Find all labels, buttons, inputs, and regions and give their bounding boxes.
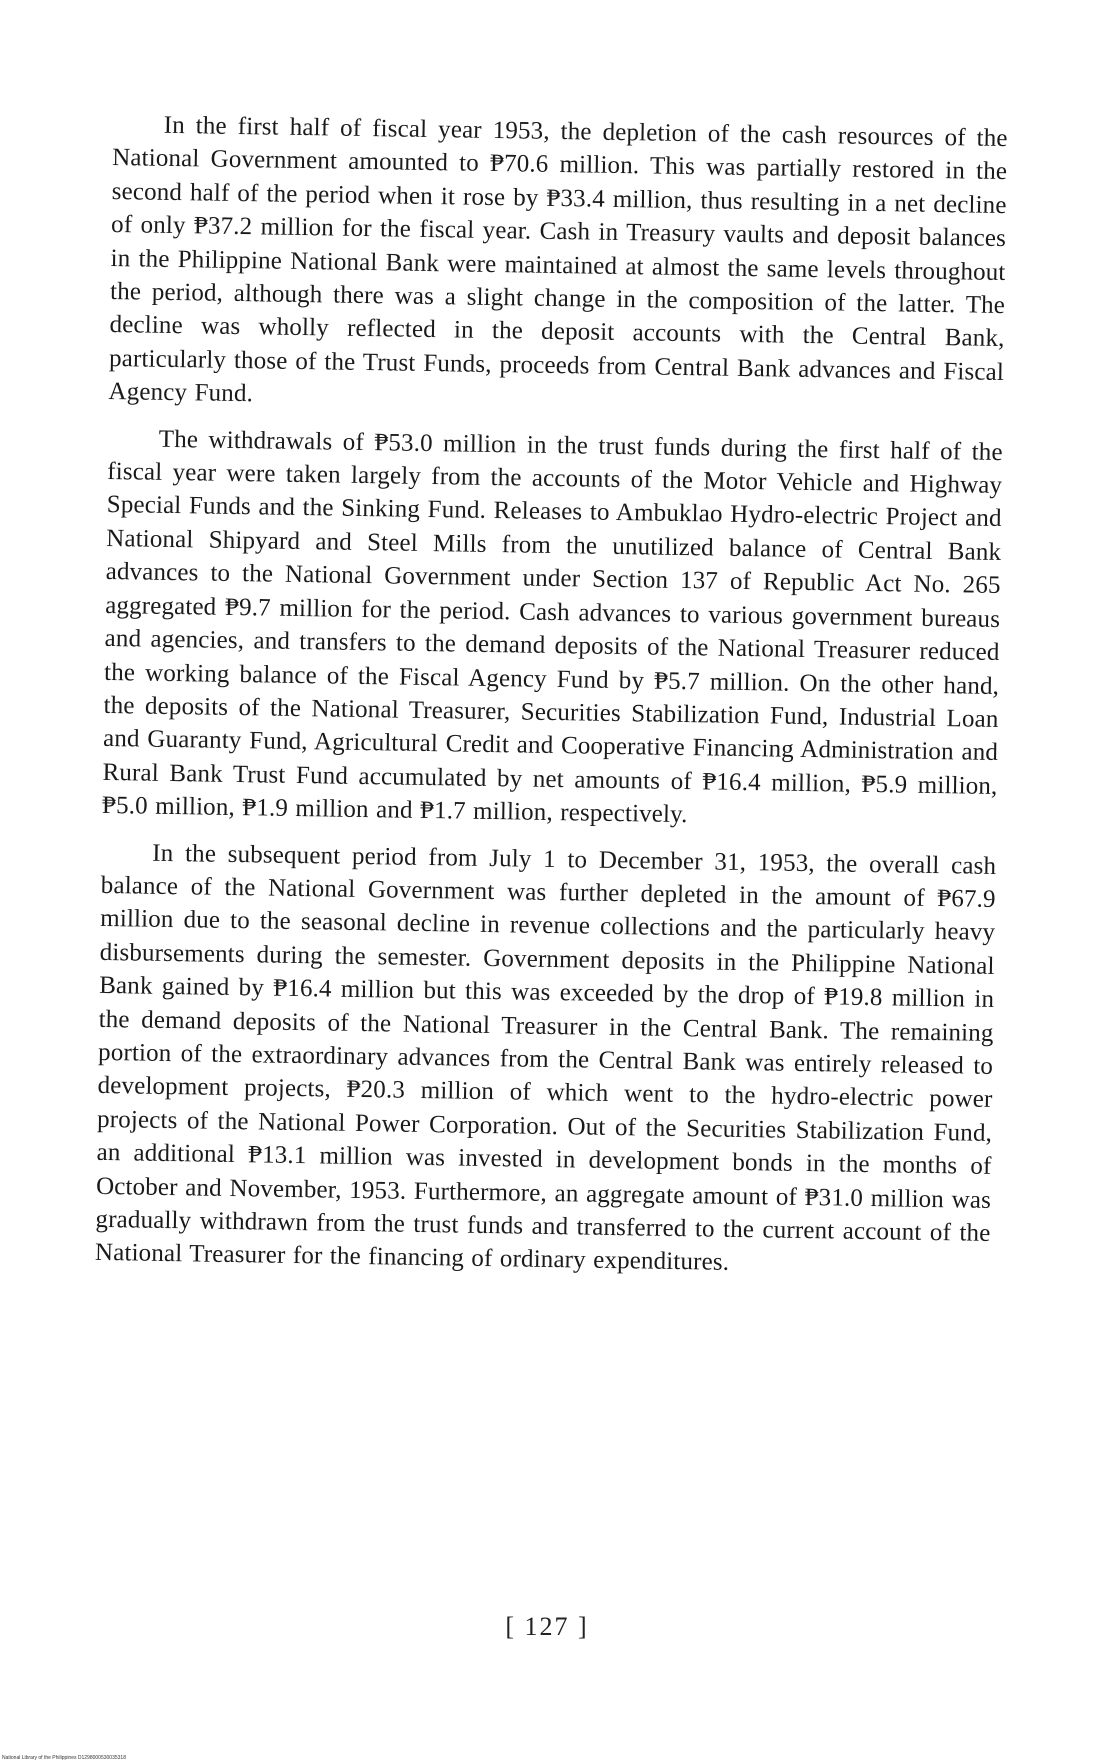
paragraph-2: The withdrawals of ₱53.0 million in the trust funds during the first half of the fiscal year were taken largely from the accounts of the Motor Vehicle and Highway Special Funds and the Sinking Fund. Releases to Ambuklao Hydro-electric Project and National Shipyard and Steel Mills from the unutilized balance of Central Bank advances to the National Government under Section 137 of Republic Act No. 265 aggregated ₱9.7 million for the period. Cash advances to various government bureaus and agencies, and transfers to the demand deposits of the National Treasurer reduced the working balance of the Fiscal Agency Fund by ₱5.7 million. On the other hand, the deposits of the National Treasurer, Securities Stabilization Fund, Industrial Loan and Guaranty Fund, Agricultural Credit and Cooperative Financing Administration and Rural Bank Trust Fund accumulated by net amounts of ₱16.4 million, ₱5.9 million, ₱5.0 million, ₱1.9 million and ₱1.7 million, respectively. [101,425,1003,829]
paragraph-1: In the first half of fiscal year 1953, the depletion of the cash resources of the National Government amounted to ₱70.6 million. This was partially restored in the second half of the period when it rose by ₱33.4 million, thus resulting in a net decline of only ₱37.2 million for the fiscal year. Cash in Treasury vaults and deposit balances in the Philippine National Bank were maintained at almost the same levels throughout the period, although there was a slight change in the composition of the latter. The decline was wholly reflected in the deposit accounts with the Central Bank, particularly those of the Trust Funds, proceeds from Central Bank advances and Fiscal Agency Fund. [108,111,1008,408]
footer-credit: National Library of the Philippines D1298000530035318 [2,1755,126,1761]
page-number: [ 127 ] [505,1612,589,1641]
body-text [95,108,1008,1297]
paragraph-3: In the subsequent period from July 1 to December 31, 1953, the overall cash balance of the National Government was further depleted in the amount of ₱67.9 million due to the seasonal decline in revenue collections and the particularly heavy disbursements during the semester. Government deposits in the Philippine National Bank gained by ₱16.4 million but this was exceeded by the drop of ₱19.8 million in the demand deposits of the National Treasurer in the Central Bank. The remaining portion of the extraordinary advances from the Central Bank was entirely released to development projects, ₱20.3 million of which went to the hydro-electric power projects of the National Power Corporation. Out of the Securities Stabilization Fund, an additional ₱13.1 million was invested in development bonds in the months of October and November, 1953. Furthermore, an aggregate amount of ₱31.0 million was gradually withdrawn from the trust funds and transferred to the current account of the National Treasurer for the financing of ordinary expenditures. [94,839,997,1277]
